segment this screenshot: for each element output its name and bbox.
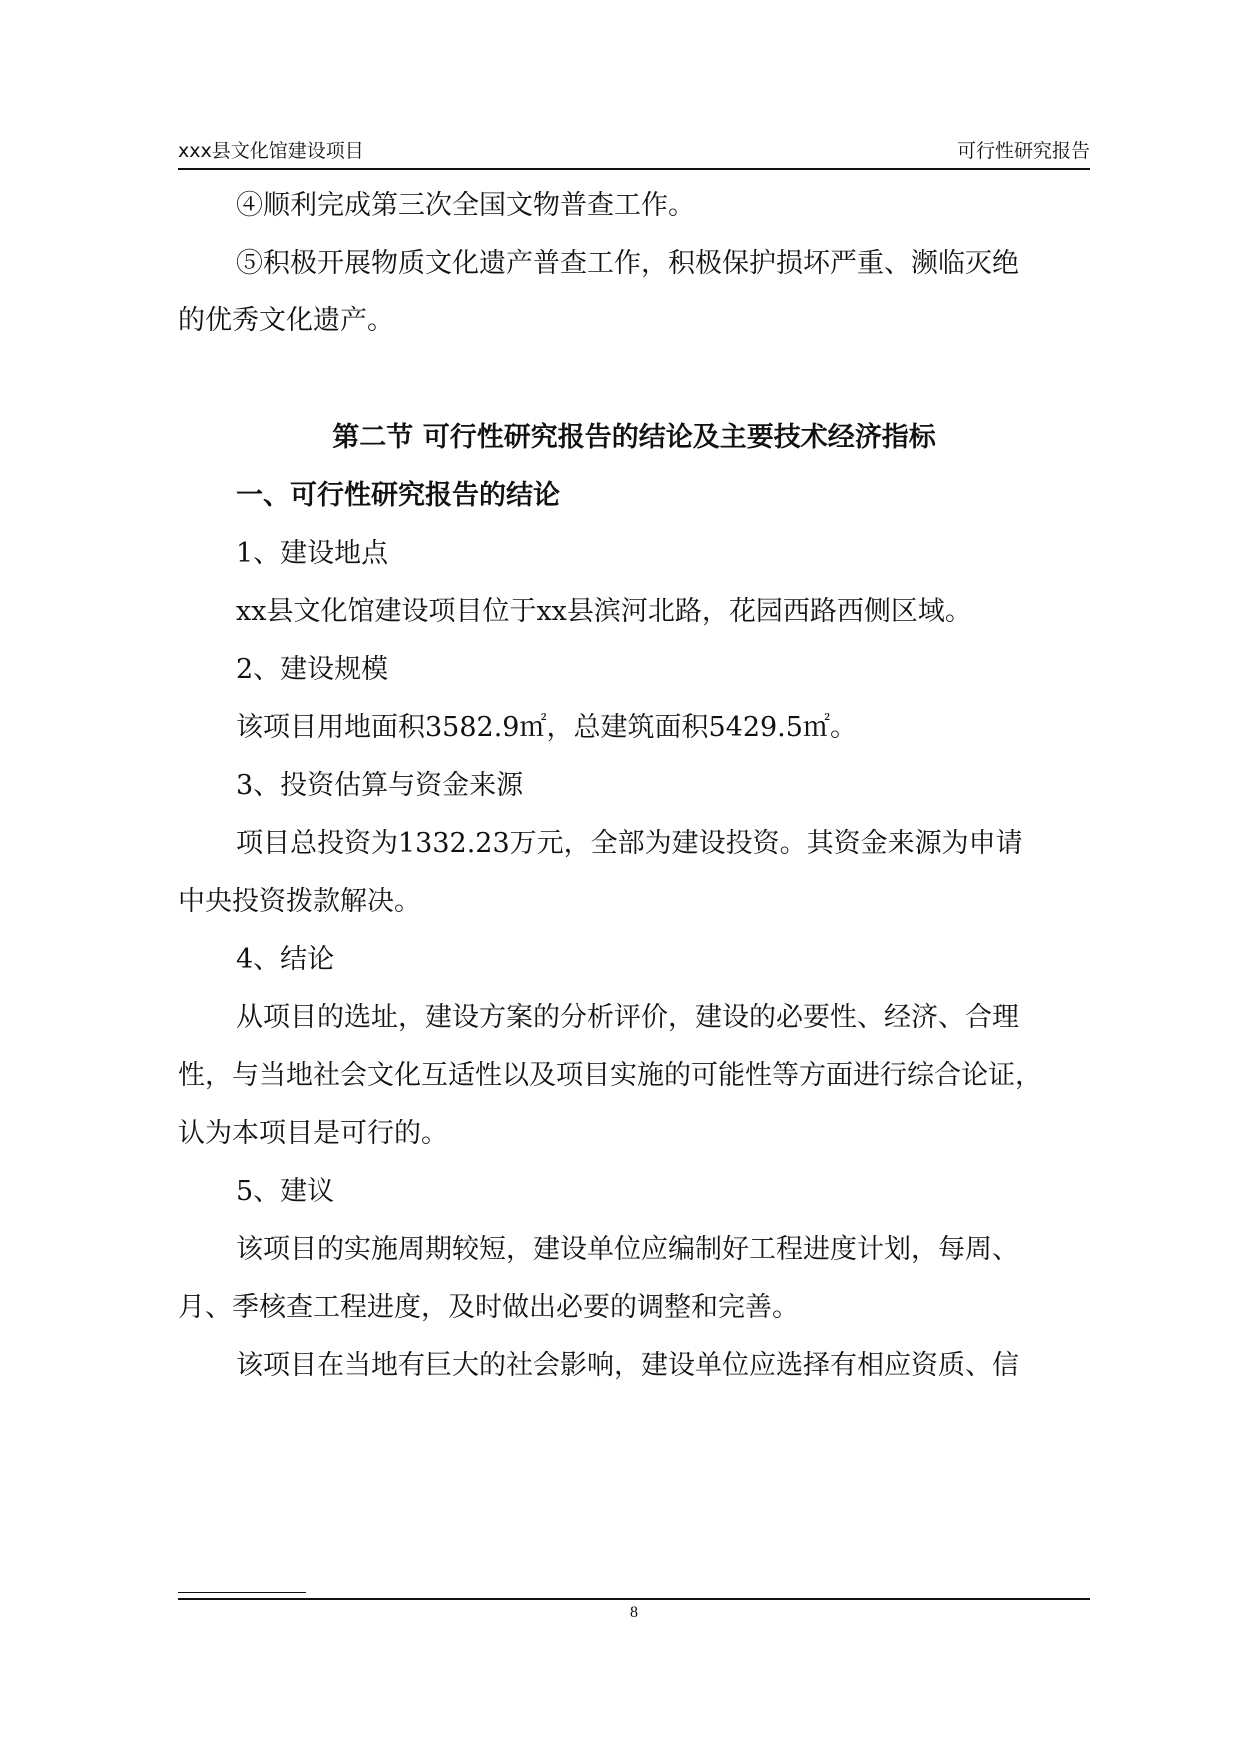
item-4-text-line-1: 从项目的选址，建设方案的分析评价，建设的必要性、经济、合理 bbox=[236, 1002, 1019, 1033]
paragraph-item-5-line-1: ⑤积极开展物质文化遗产普查工作，积极保护损坏严重、濒临灭绝 bbox=[236, 248, 1019, 279]
header-project-name: xxx县文化馆建设项目 bbox=[178, 140, 364, 162]
item-3-title: 3、投资估算与资金来源 bbox=[236, 770, 524, 801]
page-number: 8 bbox=[630, 1604, 638, 1621]
item-5-title: 5、建议 bbox=[236, 1176, 335, 1207]
item-4-title: 4、结论 bbox=[236, 944, 335, 975]
footer-short-rule bbox=[178, 1592, 306, 1593]
item-4-text-line-3: 认为本项目是可行的。 bbox=[178, 1118, 448, 1149]
paragraph-item-4: ④顺利完成第三次全国文物普查工作。 bbox=[236, 190, 695, 221]
subsection-title: 一、可行性研究报告的结论 bbox=[236, 480, 560, 511]
header-document-type: 可行性研究报告 bbox=[956, 140, 1090, 162]
footer-divider bbox=[178, 1598, 1090, 1600]
item-4-text-line-2: 性，与当地社会文化互适性以及项目实施的可能性等方面进行综合论证， bbox=[178, 1060, 1042, 1091]
item-3-text-line-1: 项目总投资为1332.23万元，全部为建设投资。其资金来源为申请 bbox=[236, 828, 1023, 859]
item-1-text: xx县文化馆建设项目位于xx县滨河北路，花园西路西侧区域。 bbox=[236, 596, 972, 627]
item-5-text-2-line-1: 该项目在当地有巨大的社会影响，建设单位应选择有相应资质、信 bbox=[236, 1350, 1019, 1381]
page-header bbox=[178, 136, 1090, 170]
item-1-title: 1、建设地点 bbox=[236, 538, 389, 569]
item-2-text: 该项目用地面积3582.9㎡，总建筑面积5429.5㎡。 bbox=[236, 712, 857, 743]
paragraph-item-5-line-2: 的优秀文化遗产。 bbox=[178, 305, 394, 336]
item-5-text-1-line-1: 该项目的实施周期较短，建设单位应编制好工程进度计划，每周、 bbox=[236, 1234, 1019, 1265]
item-2-title: 2、建设规模 bbox=[236, 654, 389, 685]
item-5-text-1-line-2: 月、季核查工程进度，及时做出必要的调整和完善。 bbox=[178, 1292, 799, 1323]
item-3-text-line-2: 中央投资拨款解决。 bbox=[178, 886, 421, 917]
section-title: 第二节 可行性研究报告的结论及主要技术经济指标 bbox=[332, 422, 936, 453]
header-divider bbox=[178, 168, 1090, 170]
